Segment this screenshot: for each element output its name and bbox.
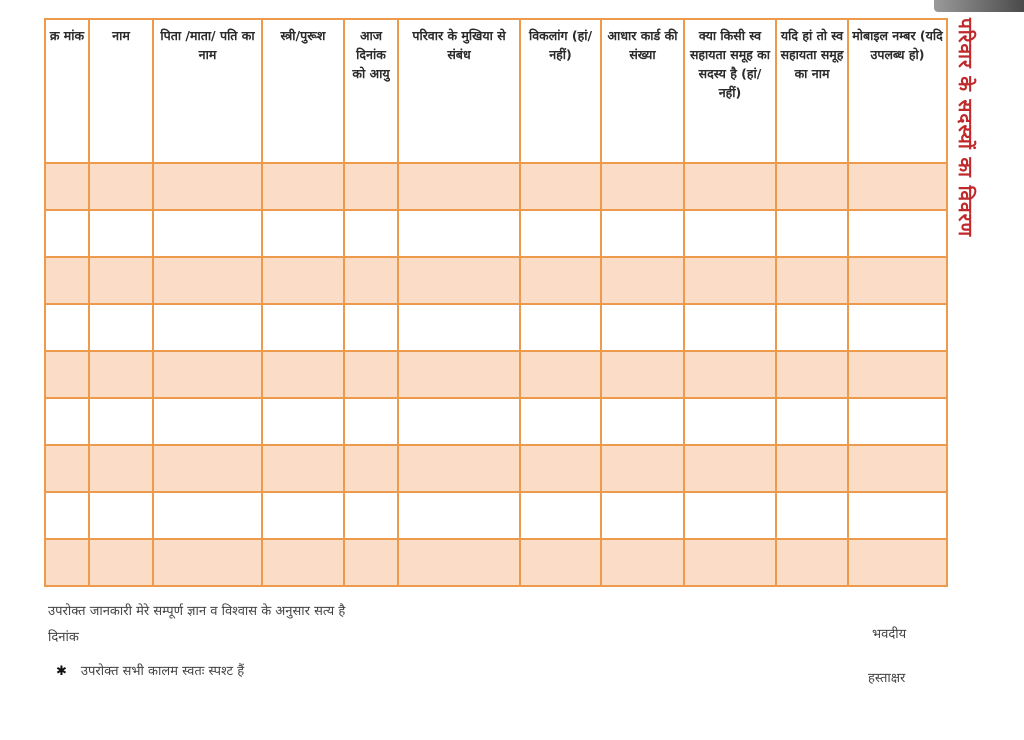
table-cell[interactable] (398, 492, 520, 539)
table-cell[interactable] (153, 210, 262, 257)
corner-photo-edge (934, 0, 1024, 12)
note-line (56, 661, 244, 679)
table-cell[interactable] (776, 445, 848, 492)
asterisk-icon: ✱ (56, 664, 67, 679)
header-aadhaar: आधार कार्ड की संख्या (601, 19, 684, 163)
table-cell[interactable] (45, 210, 89, 257)
table-cell[interactable] (45, 163, 89, 210)
table-cell[interactable] (398, 210, 520, 257)
table-cell[interactable] (344, 304, 398, 351)
table-row (45, 210, 947, 257)
header-mobile: मोबाइल नम्बर (यदि उपलब्ध हो) (848, 19, 947, 163)
table-cell[interactable] (776, 210, 848, 257)
table-cell[interactable] (262, 257, 344, 304)
table-cell[interactable] (45, 257, 89, 304)
table-cell[interactable] (153, 539, 262, 586)
table-cell[interactable] (520, 539, 601, 586)
table-cell[interactable] (601, 163, 684, 210)
table-cell[interactable] (776, 398, 848, 445)
table-cell[interactable] (520, 351, 601, 398)
signature-label: हस्ताक्षर (868, 671, 906, 686)
table-cell[interactable] (601, 351, 684, 398)
section-title-vertical: परिवार के सदस्यों का विवरण (954, 18, 976, 238)
table-cell[interactable] (520, 257, 601, 304)
table-cell[interactable] (398, 351, 520, 398)
table-row (45, 398, 947, 445)
table-cell[interactable] (89, 304, 153, 351)
table-cell[interactable] (848, 445, 947, 492)
table-cell[interactable] (89, 163, 153, 210)
table-cell[interactable] (601, 539, 684, 586)
table-row (45, 304, 947, 351)
table-cell[interactable] (45, 445, 89, 492)
header-age: आज दिनांक को आयु (344, 19, 398, 163)
table-cell[interactable] (89, 445, 153, 492)
table-cell[interactable] (520, 445, 601, 492)
table-cell[interactable] (262, 539, 344, 586)
header-disabled: विकलांग (हां/नहीं) (520, 19, 601, 163)
table-cell[interactable] (89, 210, 153, 257)
table-cell[interactable] (776, 539, 848, 586)
table-cell[interactable] (776, 163, 848, 210)
table-cell[interactable] (153, 304, 262, 351)
table-cell[interactable] (776, 351, 848, 398)
table-cell[interactable] (398, 304, 520, 351)
table-cell[interactable] (262, 163, 344, 210)
table-cell[interactable] (848, 304, 947, 351)
table-cell[interactable] (262, 351, 344, 398)
table-cell[interactable] (45, 398, 89, 445)
table-cell[interactable] (89, 351, 153, 398)
table-row (45, 257, 947, 304)
table-cell[interactable] (848, 351, 947, 398)
table-cell[interactable] (684, 257, 776, 304)
table-cell[interactable] (153, 398, 262, 445)
table-cell[interactable] (398, 257, 520, 304)
table-cell[interactable] (344, 539, 398, 586)
header-gender: स्त्री/पुरूश (262, 19, 344, 163)
date-label: दिनांक (48, 630, 79, 645)
table-cell[interactable] (262, 304, 344, 351)
header-relation: परिवार के मुखिया से संबंध (398, 19, 520, 163)
table-cell[interactable] (344, 257, 398, 304)
table-cell[interactable] (601, 304, 684, 351)
regards-label: भवदीय (872, 627, 907, 642)
table-cell[interactable] (684, 539, 776, 586)
table-cell[interactable] (848, 163, 947, 210)
table-cell[interactable] (153, 257, 262, 304)
table-cell[interactable] (684, 163, 776, 210)
table-cell[interactable] (344, 445, 398, 492)
table-cell[interactable] (520, 210, 601, 257)
table-cell[interactable] (153, 492, 262, 539)
table-cell[interactable] (344, 351, 398, 398)
table-cell[interactable] (153, 163, 262, 210)
table-cell[interactable] (684, 210, 776, 257)
table-row (45, 539, 947, 586)
note-text: उपरोक्त सभी कालम स्वतः स्पश्ट हैं (80, 664, 245, 679)
header-shg-name: यदि हां तो स्व सहायता समूह का नाम (776, 19, 848, 163)
table-cell[interactable] (848, 539, 947, 586)
table-cell[interactable] (153, 351, 262, 398)
table-cell[interactable] (520, 492, 601, 539)
table-cell[interactable] (45, 539, 89, 586)
table-cell[interactable] (344, 210, 398, 257)
table-cell[interactable] (45, 351, 89, 398)
table-cell[interactable] (684, 304, 776, 351)
table-row (45, 492, 947, 539)
header-parent-name: पिता /माता/ पति का नाम (153, 19, 262, 163)
table-cell[interactable] (344, 163, 398, 210)
table-cell[interactable] (398, 398, 520, 445)
table-cell[interactable] (848, 210, 947, 257)
table-cell[interactable] (520, 398, 601, 445)
table-cell[interactable] (344, 398, 398, 445)
table-cell[interactable] (89, 398, 153, 445)
table-cell[interactable] (776, 304, 848, 351)
table-cell[interactable] (89, 492, 153, 539)
table-cell[interactable] (398, 163, 520, 210)
table-cell[interactable] (684, 445, 776, 492)
header-row (45, 19, 947, 163)
table-cell[interactable] (398, 445, 520, 492)
table-cell[interactable] (848, 398, 947, 445)
table-cell[interactable] (601, 445, 684, 492)
table-cell[interactable] (520, 163, 601, 210)
header-shg-member: क्या किसी स्व सहायता समूह का सदस्य है (हां/नहीं) (684, 19, 776, 163)
table-cell[interactable] (344, 492, 398, 539)
table-cell[interactable] (601, 398, 684, 445)
table-cell[interactable] (262, 492, 344, 539)
table-cell[interactable] (776, 492, 848, 539)
table-cell[interactable] (262, 398, 344, 445)
table-cell[interactable] (601, 210, 684, 257)
table-cell[interactable] (262, 445, 344, 492)
table-cell[interactable] (848, 257, 947, 304)
header-serial: क्र मांक (45, 19, 89, 163)
table-cell[interactable] (520, 304, 601, 351)
family-members-table (44, 18, 948, 587)
header-name: नाम (89, 19, 153, 163)
table-cell[interactable] (684, 398, 776, 445)
declaration-text: उपरोक्त जानकारी मेरे सम्पूर्ण ज्ञान व विश्वास के अनुसार सत्य है (48, 604, 346, 619)
table-cell[interactable] (89, 539, 153, 586)
table-row (45, 351, 947, 398)
table-cell[interactable] (262, 210, 344, 257)
table-cell[interactable] (89, 257, 153, 304)
table-row (45, 163, 947, 210)
table-row (45, 445, 947, 492)
table-cell[interactable] (398, 539, 520, 586)
table-cell[interactable] (684, 492, 776, 539)
table-cell[interactable] (848, 492, 947, 539)
table-cell[interactable] (601, 492, 684, 539)
table-cell[interactable] (601, 257, 684, 304)
table-cell[interactable] (45, 304, 89, 351)
table-cell[interactable] (45, 492, 89, 539)
table-cell[interactable] (684, 351, 776, 398)
table-cell[interactable] (776, 257, 848, 304)
table-cell[interactable] (153, 445, 262, 492)
